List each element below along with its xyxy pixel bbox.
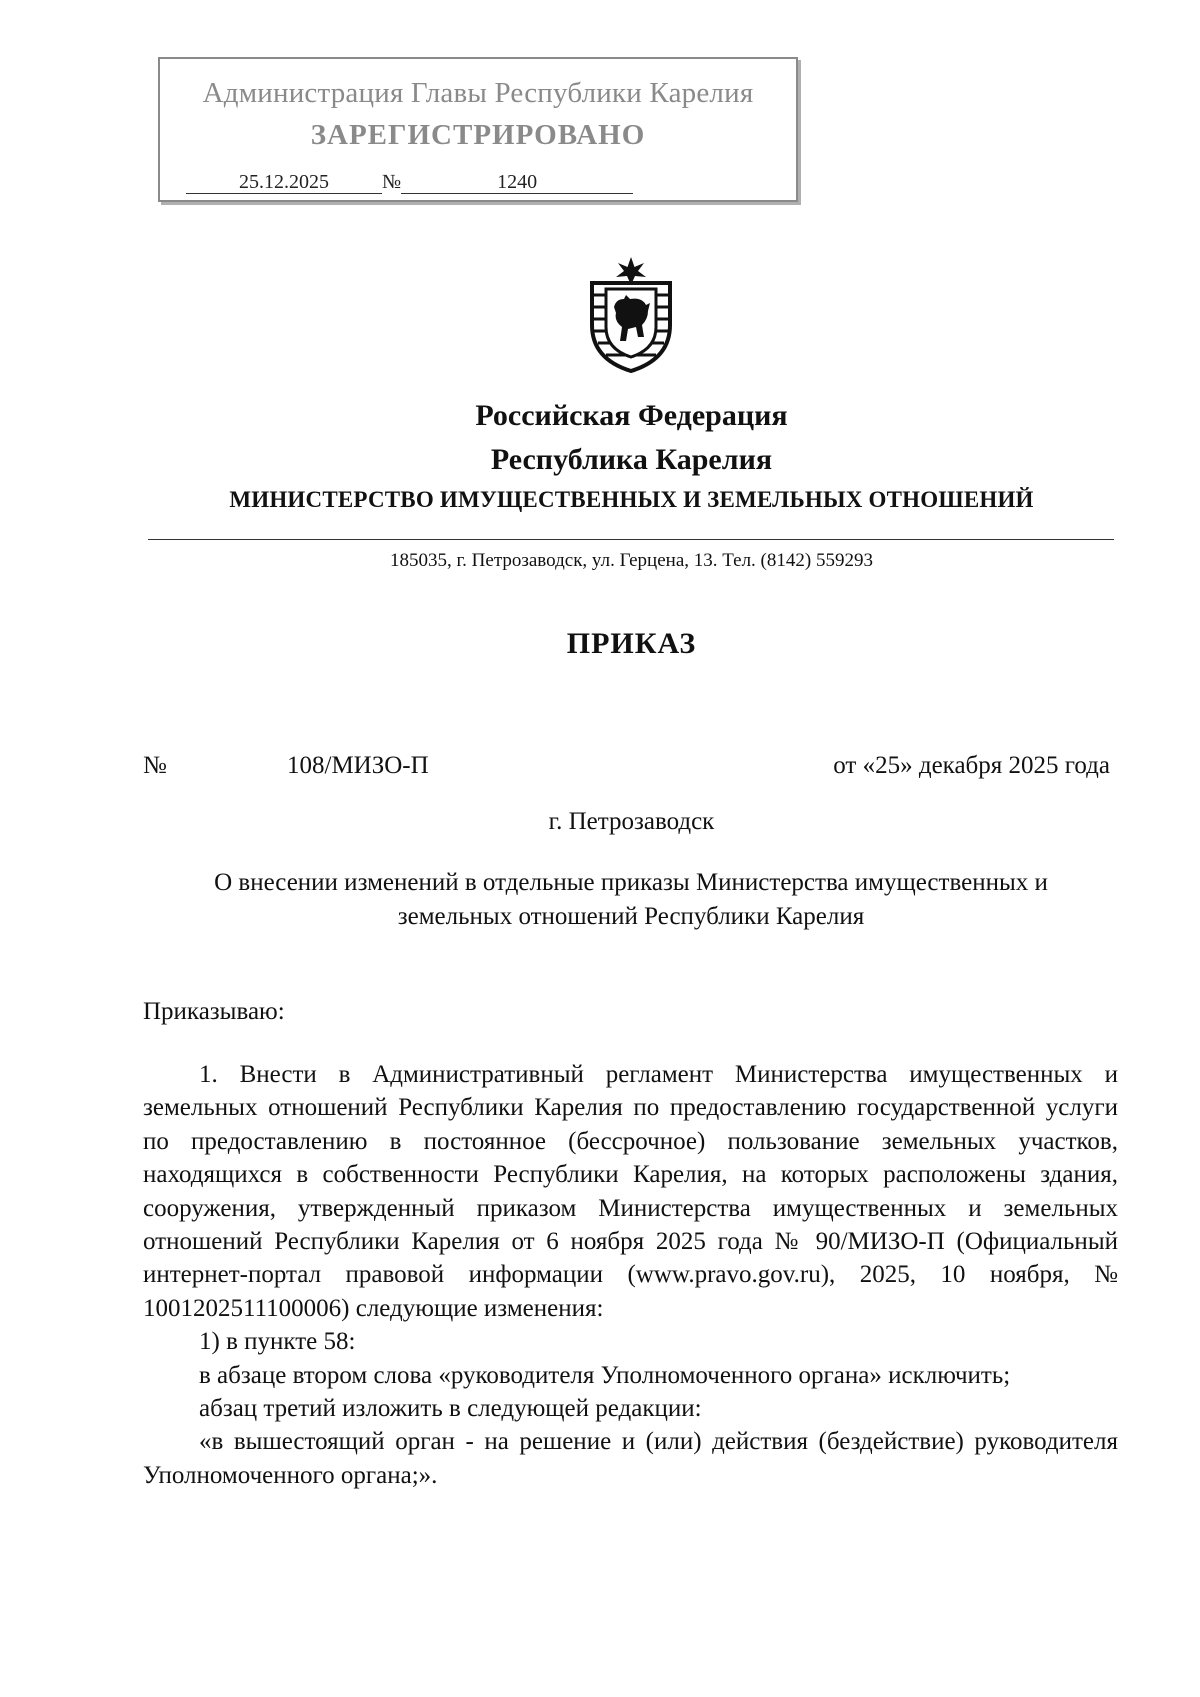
subject-line-2: земельных отношений Республики Карелия — [397, 903, 865, 930]
registration-stamp — [158, 57, 798, 202]
stamp-date: 25.12.2025 — [186, 171, 382, 194]
item-1: 1) в пункте 58: — [199, 1328, 356, 1356]
paragraph-1: 1. Внести в Административный регламент Министерства имущественных и земельных отношений Республики Карелия по предоставлению государственной услуги по предоставлению в постоянное (бессрочное) пользование земельных участков, находящихся в собственности Республики Карелия, на которых расположены здания, сооружения, утвержденный приказом Министерства имущественных и земельных отношений Республики Карелия от 6 ноября 2025 года № 90/МИЗО-П (Официальный интернет-портал правовой информации (www.pravo.gov.ru), 2025, 10 ноября, № 1001202511100006) следующие изменения: — [143, 1061, 1118, 1322]
order-number-sign: № — [143, 752, 167, 779]
item-1-a: в абзаце втором слова «руководителя Уполномоченного органа» исключить; — [199, 1361, 1011, 1389]
stamp-organization: Администрация Главы Республики Карелия — [202, 77, 754, 109]
subject-line-1: О внесении изменений в отдельные приказы Министерства имущественных и — [214, 869, 1048, 896]
header-divider — [148, 539, 1114, 540]
item-1-b: абзац третий изложить в следующей редакции: — [199, 1395, 702, 1423]
region-heading: Республика Карелия — [490, 443, 773, 476]
ministry-heading: МИНИСТЕРСТВО ИМУЩЕСТВЕННЫХ И ЗЕМЕЛЬНЫХ ОТНОШЕНИЙ — [229, 487, 1034, 512]
order-body — [143, 1058, 1118, 1492]
stamp-number: 1240 — [401, 171, 633, 194]
ministry-address: 185035, г. Петрозаводск, ул. Герцена, 13. Тел. (8142) 559293 — [390, 550, 873, 571]
order-date: от «25» декабря 2025 года — [833, 752, 1110, 779]
order-directive: Приказываю: — [143, 998, 285, 1025]
order-subject — [150, 866, 1112, 934]
stamp-status: ЗАРЕГИСТРИРОВАНО — [310, 119, 646, 151]
order-number: 108/МИЗО-П — [287, 752, 429, 779]
country-heading: Российская Федерация — [475, 399, 788, 432]
document-title: ПРИКАЗ — [566, 627, 697, 660]
coat-of-arms-icon — [586, 255, 676, 375]
order-city: г. Петрозаводск — [548, 808, 715, 835]
item-1-c: «в вышестоящий орган - на решение и (или) действия (бездействие) руководителя Уполномоченного органа;». — [143, 1428, 1118, 1489]
stamp-number-sign: № — [382, 171, 402, 193]
stamp-registration-line — [186, 171, 633, 194]
